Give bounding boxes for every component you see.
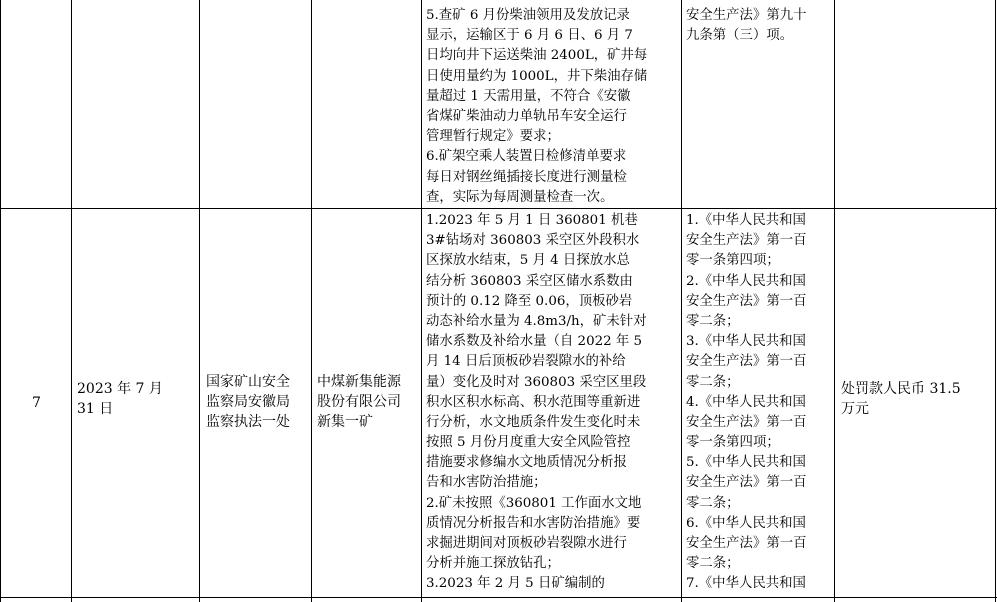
- column-divider: [311, 0, 312, 602]
- violation-text-line: 5.查矿 6 月份柴油领用及发放记录: [426, 8, 630, 23]
- legal-basis-line: 安全生产法》第一百: [686, 414, 807, 430]
- column-divider: [834, 0, 835, 602]
- row-index: 7: [32, 395, 41, 411]
- violation-text-line: 预计的 0.12 降至 0.06，顶板砂岩: [426, 293, 633, 309]
- violation-text-line: 6.矿架空乘人装置日检修清单要求: [426, 149, 627, 165]
- legal-basis-cell: [686, 6, 831, 46]
- company-line: 中煤新集能源: [317, 374, 401, 390]
- column-divider: [421, 0, 422, 602]
- violation-text-line: 量超过 1 天需用量，不符合《安徽: [426, 88, 631, 104]
- enforcement-authority-cell: [206, 372, 308, 433]
- legal-basis-line: 零二条；: [686, 556, 740, 572]
- legal-basis-line: 零二条；: [686, 374, 740, 390]
- violation-text-line: 1.2023 年 5 月 1 日 360801 机巷: [426, 213, 638, 228]
- authority-line: 国家矿山安全: [206, 374, 290, 390]
- company-line: 股份有限公司: [317, 394, 401, 411]
- violation-text-line: 2.矿未按照《360801 工作面水文地: [426, 495, 642, 511]
- row-divider: [0, 208, 997, 209]
- column-divider: [681, 0, 682, 602]
- legal-basis-line: 零二条；: [686, 313, 740, 329]
- violation-text-line: 每日对钢丝绳插接长度进行测量检: [426, 169, 627, 185]
- violation-text-line: 行分析，水文地质条件发生变化时未: [426, 414, 641, 430]
- violation-text-line: 求掘进期间对顶板砂岩裂隙水进行: [426, 536, 627, 551]
- violation-text-line: 动态补给水量为 4.8m3/h，矿未针对: [426, 313, 647, 329]
- decision-date-cell: [77, 379, 195, 419]
- violation-text-line: 月 14 日后顶板砂岩裂隙水的补给: [426, 354, 626, 370]
- legal-basis-line: 安全生产法》第一百: [686, 536, 807, 551]
- legal-basis-line: 安全生产法》第一百: [686, 293, 807, 309]
- column-divider: [71, 0, 72, 602]
- violation-text-line: 日使用量约为 1000L，井下柴油存储: [426, 68, 648, 84]
- legal-basis-line: 九条第（三）项。: [686, 28, 794, 44]
- violation-text-line: 告和水害防治措施；: [426, 475, 547, 491]
- violation-text-line: 显示，运输区于 6 月 6 日、6 月 7: [426, 28, 633, 44]
- violation-text-line: 质情况分析报告和水害防治措施》要: [426, 515, 641, 531]
- violation-text-line: 省煤矿柴油动力单轨吊车安全运行: [426, 108, 627, 124]
- column-divider: [199, 0, 200, 602]
- legal-basis-line: 零二条；: [686, 495, 740, 511]
- violation-text-line: 按照 5 月份月度重大安全风险管控: [426, 435, 631, 451]
- authority-line: 监察局安徽局: [206, 394, 290, 411]
- row-divider: [0, 597, 997, 598]
- legal-basis-line: 4.《中华人民共和国: [686, 394, 806, 410]
- date-line: 31 日: [77, 401, 114, 418]
- violation-text-line: 日均向井下运送柴油 2400L，矿井每: [426, 48, 648, 64]
- violation-text-line: 结分析 360803 采空区储水系数由: [426, 273, 633, 289]
- penalty-cell: [841, 379, 991, 419]
- violation-facts-cell: [426, 6, 678, 208]
- violation-text-line: 储水系数及补给水量（自 2022 年 5: [426, 334, 643, 350]
- legal-basis-line: 3.《中华人民共和国: [686, 334, 806, 350]
- company-line: 新集一矿: [317, 414, 373, 431]
- penalty-line: 万元: [841, 401, 869, 418]
- violation-text-line: 区探放水结束，5 月 4 日探放水总: [426, 253, 630, 269]
- legal-basis-line: 1.《中华人民共和国: [686, 213, 806, 228]
- legal-basis-line: 6.《中华人民共和国: [686, 515, 806, 531]
- legal-basis-cell: [686, 211, 831, 595]
- legal-basis-line: 零一条第四项；: [686, 435, 780, 451]
- legal-basis-line: 安全生产法》第一百: [686, 475, 807, 491]
- legal-basis-line: 安全生产法》第一百: [686, 233, 807, 249]
- violation-text-line: 措施要求修编水文地质情况分析报: [426, 455, 627, 471]
- legal-basis-line: 5.《中华人民共和国: [686, 455, 806, 471]
- table-border-left: [0, 0, 1, 602]
- violation-text-line: 分析并施工探放钻孔；: [426, 556, 560, 572]
- violation-facts-cell: [426, 211, 678, 595]
- violation-text-line: 3#钻场对 360803 采空区外段积水: [426, 233, 640, 249]
- violation-text-line: 量）变化及时对 360803 采空区里段: [426, 374, 647, 390]
- legal-basis-line: 安全生产法》第一百: [686, 354, 807, 370]
- legal-basis-line: 零一条第四项；: [686, 253, 780, 269]
- violation-text-line: 查，实际为每周测量检查一次。: [426, 189, 614, 205]
- date-line: 2023 年 7 月: [77, 381, 163, 397]
- violation-text-line: 积水区积水标高、积水范围等重新进: [426, 394, 641, 410]
- violation-text-line: 3.2023 年 2 月 5 日矿编制的: [426, 576, 605, 592]
- penalty-line: 处罚款人民币 31.5: [841, 381, 961, 397]
- legal-basis-line: 7.《中华人民共和国: [686, 576, 806, 592]
- legal-basis-line: 2.《中华人民共和国: [686, 273, 806, 289]
- authority-line: 监察执法一处: [206, 414, 290, 431]
- violation-text-line: 管理暂行规定》要求；: [426, 129, 560, 145]
- table-border-right: [995, 0, 996, 602]
- company-name-cell: [317, 372, 419, 433]
- legal-basis-line: 安全生产法》第九十: [686, 8, 807, 23]
